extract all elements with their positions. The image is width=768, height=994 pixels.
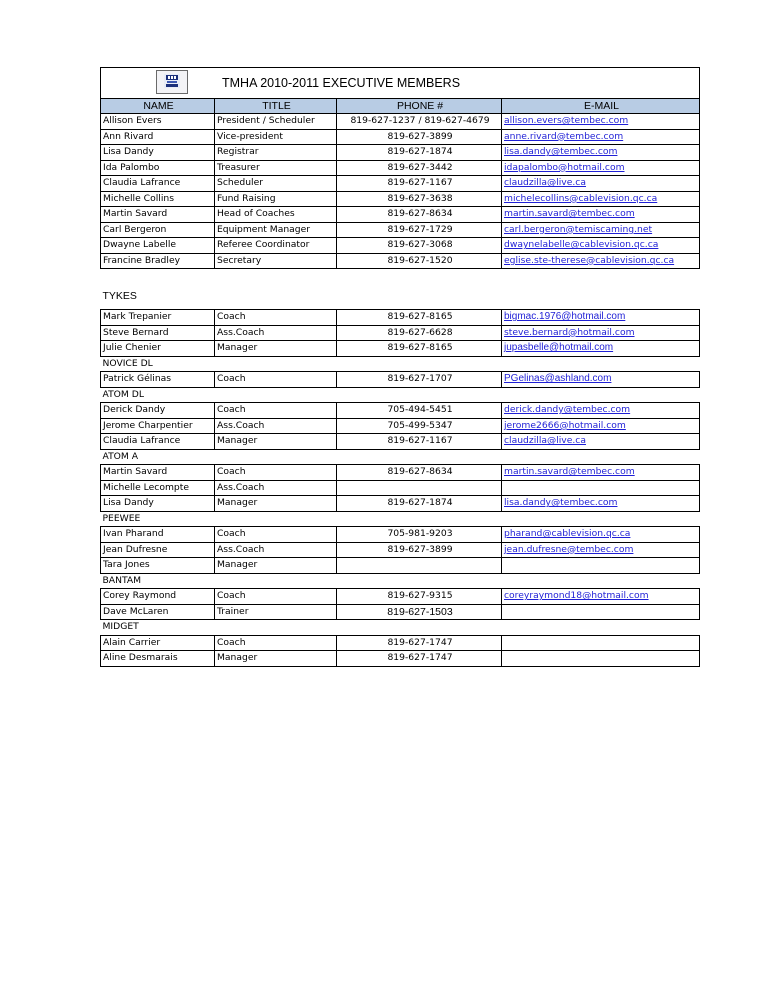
member-name: Martin Savard bbox=[101, 465, 215, 481]
column-header-email: E-MAIL bbox=[502, 99, 700, 114]
table-row bbox=[101, 176, 700, 192]
table-row bbox=[101, 635, 700, 651]
member-name: Steve Bernard bbox=[101, 325, 215, 341]
table-row bbox=[101, 372, 700, 388]
member-title: Ass.Coach bbox=[215, 542, 337, 558]
member-phone: 819-627-3899 bbox=[337, 129, 502, 145]
member-name: Mark Trepanier bbox=[101, 310, 215, 326]
member-title: Coach bbox=[215, 465, 337, 481]
section-title: ATOM DL bbox=[102, 388, 144, 400]
member-email-link bbox=[502, 651, 700, 667]
member-email-link[interactable]: eglise.ste-therese@cablevision.qc.ca bbox=[502, 253, 700, 269]
table-row bbox=[101, 191, 700, 207]
table-row bbox=[101, 253, 700, 269]
member-phone bbox=[337, 558, 502, 574]
table-row bbox=[101, 418, 700, 434]
column-header-name: NAME bbox=[101, 99, 215, 114]
member-name: Ann Rivard bbox=[101, 129, 215, 145]
member-name: Dave McLaren bbox=[101, 604, 215, 620]
member-name: Francine Bradley bbox=[101, 253, 215, 269]
table-row bbox=[101, 465, 700, 481]
column-header-title: TITLE bbox=[215, 99, 337, 114]
member-phone: 819-627-1520 bbox=[337, 253, 502, 269]
section-header-row bbox=[101, 356, 700, 372]
section-title: BANTAM bbox=[102, 574, 142, 586]
member-title: Equipment Manager bbox=[215, 222, 337, 238]
member-email-link[interactable]: jerome2666@hotmail.com bbox=[502, 418, 700, 434]
member-phone: 819-627-3638 bbox=[337, 191, 502, 207]
table-row bbox=[101, 207, 700, 223]
table-row bbox=[101, 558, 700, 574]
member-phone: 819-627-8634 bbox=[337, 207, 502, 223]
member-email-link[interactable]: claudzilla@live.ca bbox=[502, 176, 700, 192]
member-email-link[interactable]: derick.dandy@tembec.com bbox=[502, 403, 700, 419]
member-title: Manager bbox=[215, 434, 337, 450]
member-title: Ass.Coach bbox=[215, 325, 337, 341]
members-table bbox=[100, 67, 700, 667]
member-title: Coach bbox=[215, 372, 337, 388]
table-row bbox=[101, 542, 700, 558]
member-phone: 819-627-8165 bbox=[337, 310, 502, 326]
member-email-link[interactable]: dwaynelabelle@cablevision.qc.ca bbox=[502, 238, 700, 254]
member-email-link[interactable]: martin.savard@tembec.com bbox=[502, 465, 700, 481]
member-phone: 819-627-1167 bbox=[337, 434, 502, 450]
member-title: Coach bbox=[215, 589, 337, 605]
table-row bbox=[101, 310, 700, 326]
member-title: Scheduler bbox=[215, 176, 337, 192]
member-title: Fund Raising bbox=[215, 191, 337, 207]
section-title: ATOM A bbox=[102, 450, 139, 462]
member-email-link[interactable]: bigmac.1976@hotmail.com bbox=[502, 310, 700, 326]
member-title: Vice-president bbox=[215, 129, 337, 145]
member-name: Michelle Collins bbox=[101, 191, 215, 207]
member-email-link[interactable]: carl.bergeron@temiscaming.net bbox=[502, 222, 700, 238]
table-row bbox=[101, 480, 700, 496]
member-phone: 819-627-1747 bbox=[337, 635, 502, 651]
member-phone: 819-627-8634 bbox=[337, 465, 502, 481]
member-email-link[interactable]: michelecollins@cablevision.qc.ca bbox=[502, 191, 700, 207]
member-title: Registrar bbox=[215, 145, 337, 161]
tmha-logo-icon bbox=[156, 70, 188, 94]
member-name: Derick Dandy bbox=[101, 403, 215, 419]
member-phone: 819-627-1874 bbox=[337, 496, 502, 512]
member-name: Lisa Dandy bbox=[101, 145, 215, 161]
member-name: Martin Savard bbox=[101, 207, 215, 223]
table-row bbox=[101, 589, 700, 605]
member-name: Carl Bergeron bbox=[101, 222, 215, 238]
section-title: NOVICE DL bbox=[102, 357, 153, 369]
member-phone bbox=[337, 480, 502, 496]
table-row bbox=[101, 341, 700, 357]
table-row bbox=[101, 496, 700, 512]
member-title: Manager bbox=[215, 496, 337, 512]
member-email-link[interactable]: jean.dufresne@tembec.com bbox=[502, 542, 700, 558]
member-title: Coach bbox=[215, 403, 337, 419]
member-name: Alain Carrier bbox=[101, 635, 215, 651]
member-email-link[interactable]: lisa.dandy@tembec.com bbox=[502, 496, 700, 512]
table-row bbox=[101, 222, 700, 238]
spacer-row bbox=[101, 269, 700, 284]
table-row bbox=[101, 238, 700, 254]
member-phone: 819-627-1237 / 819-627-4679 bbox=[337, 114, 502, 130]
member-title: Manager bbox=[215, 558, 337, 574]
member-name: Jerome Charpentier bbox=[101, 418, 215, 434]
member-name: Lisa Dandy bbox=[101, 496, 215, 512]
table-row bbox=[101, 160, 700, 176]
member-email-link[interactable]: allison.evers@tembec.com bbox=[502, 114, 700, 130]
member-title: Ass.Coach bbox=[215, 480, 337, 496]
member-email-link[interactable]: anne.rivard@tembec.com bbox=[502, 129, 700, 145]
member-phone: 819-627-1874 bbox=[337, 145, 502, 161]
member-email-link bbox=[502, 480, 700, 496]
table-header-row bbox=[101, 99, 700, 114]
member-email-link bbox=[502, 558, 700, 574]
page-title: TMHA 2010-2011 EXECUTIVE MEMBERS bbox=[101, 68, 700, 99]
member-phone: 819-627-9315 bbox=[337, 589, 502, 605]
member-name: Dwayne Labelle bbox=[101, 238, 215, 254]
member-phone: 705-981-9203 bbox=[337, 527, 502, 543]
member-title: Treasurer bbox=[215, 160, 337, 176]
table-row bbox=[101, 145, 700, 161]
member-email-link[interactable]: lisa.dandy@tembec.com bbox=[502, 145, 700, 161]
table-row bbox=[101, 527, 700, 543]
table-row bbox=[101, 129, 700, 145]
section-title: TYKES bbox=[102, 290, 137, 302]
member-email-link[interactable]: martin.savard@tembec.com bbox=[502, 207, 700, 223]
member-email-link[interactable]: PGelinas@ashland.com bbox=[502, 372, 700, 388]
member-title: Trainer bbox=[215, 604, 337, 620]
member-name: Ivan Pharand bbox=[101, 527, 215, 543]
member-email-link[interactable]: idapalombo@hotmail.com bbox=[502, 160, 700, 176]
section-header-row bbox=[101, 620, 700, 636]
table-row bbox=[101, 434, 700, 450]
member-name: Claudia Lafrance bbox=[101, 434, 215, 450]
member-phone: 819-627-3899 bbox=[337, 542, 502, 558]
member-phone: 819-627-1707 bbox=[337, 372, 502, 388]
section-header-row bbox=[101, 283, 700, 310]
member-email-link[interactable]: steve.bernard@hotmail.com bbox=[502, 325, 700, 341]
member-name: Jean Dufresne bbox=[101, 542, 215, 558]
section-title: PEEWEE bbox=[102, 512, 141, 524]
member-title: President / Scheduler bbox=[215, 114, 337, 130]
member-email-link bbox=[502, 635, 700, 651]
member-name: Claudia Lafrance bbox=[101, 176, 215, 192]
member-email-link[interactable]: coreyraymond18@hotmail.com bbox=[502, 589, 700, 605]
member-title: Coach bbox=[215, 310, 337, 326]
executive-sheet bbox=[100, 67, 699, 667]
table-row bbox=[101, 651, 700, 667]
member-title: Manager bbox=[215, 651, 337, 667]
member-title: Manager bbox=[215, 341, 337, 357]
member-phone: 819-627-1503 bbox=[337, 604, 502, 620]
member-email-link[interactable]: claudzilla@live.ca bbox=[502, 434, 700, 450]
member-name: Aline Desmarais bbox=[101, 651, 215, 667]
member-phone: 819-627-1167 bbox=[337, 176, 502, 192]
member-name: Michelle Lecompte bbox=[101, 480, 215, 496]
member-phone: 819-627-3442 bbox=[337, 160, 502, 176]
member-name: Tara Jones bbox=[101, 558, 215, 574]
table-row bbox=[101, 325, 700, 341]
member-title: Referee Coordinator bbox=[215, 238, 337, 254]
member-name: Ida Palombo bbox=[101, 160, 215, 176]
member-title: Coach bbox=[215, 635, 337, 651]
member-email-link[interactable]: jupasbelle@hotmail.com bbox=[502, 341, 700, 357]
member-title: Ass.Coach bbox=[215, 418, 337, 434]
section-header-row bbox=[101, 573, 700, 589]
member-phone: 819-627-6628 bbox=[337, 325, 502, 341]
member-phone: 819-627-1747 bbox=[337, 651, 502, 667]
table-row bbox=[101, 403, 700, 419]
member-title: Secretary bbox=[215, 253, 337, 269]
member-name: Allison Evers bbox=[101, 114, 215, 130]
member-phone: 705-494-5451 bbox=[337, 403, 502, 419]
section-header-row bbox=[101, 387, 700, 403]
member-name: Julie Chenier bbox=[101, 341, 215, 357]
section-header-row bbox=[101, 449, 700, 465]
member-title: Head of Coaches bbox=[215, 207, 337, 223]
column-header-phone: PHONE # bbox=[337, 99, 502, 114]
member-phone: 705-499-5347 bbox=[337, 418, 502, 434]
member-phone: 819-627-8165 bbox=[337, 341, 502, 357]
member-phone: 819-627-3068 bbox=[337, 238, 502, 254]
member-name: Corey Raymond bbox=[101, 589, 215, 605]
member-title: Coach bbox=[215, 527, 337, 543]
member-email-link bbox=[502, 604, 700, 620]
member-name: Patrick Gélinas bbox=[101, 372, 215, 388]
section-header-row bbox=[101, 511, 700, 527]
member-email-link[interactable]: pharand@cablevision.qc.ca bbox=[502, 527, 700, 543]
section-title: MIDGET bbox=[102, 621, 139, 633]
table-row bbox=[101, 114, 700, 130]
member-phone: 819-627-1729 bbox=[337, 222, 502, 238]
spacer bbox=[101, 269, 700, 284]
table-row bbox=[101, 604, 700, 620]
